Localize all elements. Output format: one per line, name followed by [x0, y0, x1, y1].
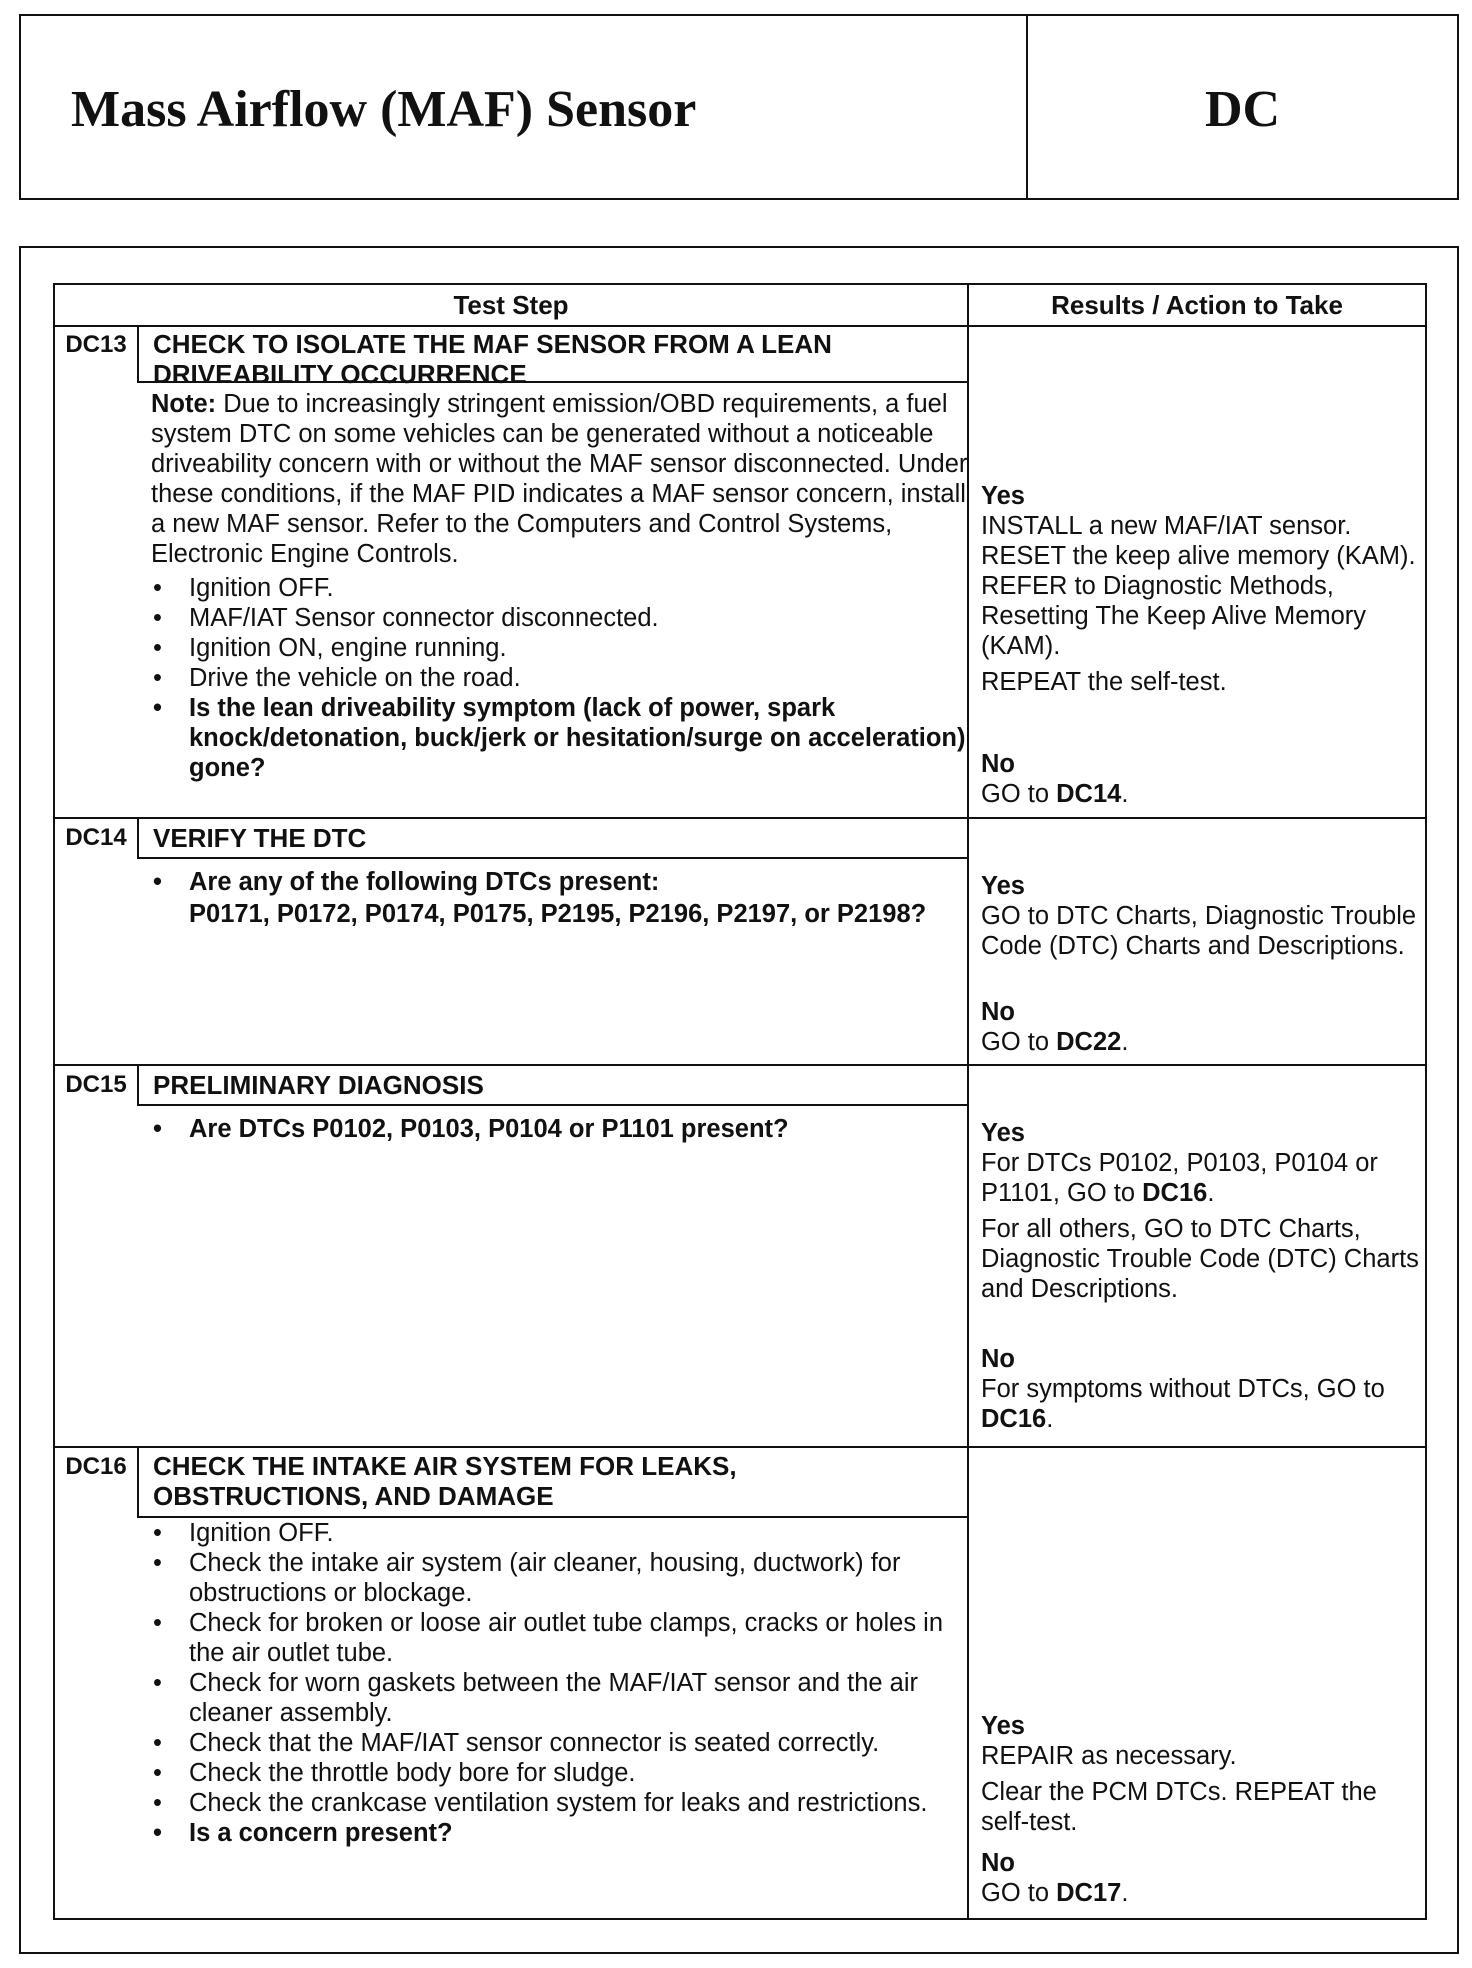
- column-header-test-step: Test Step: [453, 290, 569, 320]
- yes-text: REPEAT the self-test.: [981, 668, 1227, 696]
- step-code: DC14: [65, 824, 127, 851]
- list-item: • MAF/IAT Sensor connector disconnected.: [151, 603, 971, 633]
- page-header: [19, 14, 1459, 200]
- yes-text: Clear the PCM DTCs. REPEAT the self-test.: [981, 1778, 1377, 1836]
- column-header-results: Results / Action to Take: [1051, 290, 1343, 320]
- step-question: • Is a concern present?: [151, 1818, 971, 1848]
- step-body: [151, 863, 971, 929]
- yes-label: Yes: [981, 1712, 1025, 1740]
- no-text: For symptoms without DTCs, GO to: [981, 1375, 1385, 1403]
- yes-label: Yes: [981, 1119, 1025, 1147]
- result-yes: [981, 871, 1421, 961]
- step-title: VERIFY THE DTC: [153, 823, 367, 853]
- code-divider: [137, 1446, 139, 1516]
- dtc-list: P0171, P0172, P0174, P0175, P2195, P2196, P2197, or P2198?: [189, 900, 927, 928]
- code-divider: [137, 325, 139, 381]
- no-target: DC14: [1056, 780, 1122, 808]
- list-item: • Check for worn gaskets between the MAF/IAT sensor and the air cleaner assembly.: [151, 1668, 971, 1728]
- yes-text: REPAIR as necessary.: [981, 1742, 1237, 1770]
- list-item: • Ignition OFF.: [151, 1518, 971, 1548]
- no-label: No: [981, 1345, 1015, 1373]
- code-divider: [137, 817, 139, 857]
- result-no: No GO to DC17.: [981, 1848, 1421, 1908]
- no-target: DC22: [1056, 1028, 1122, 1056]
- result-no: No For symptoms without DTCs, GO to DC16.: [981, 1344, 1421, 1434]
- list-item: • Check for broken or loose air outlet tube clamps, cracks or holes in the air outlet tube.: [151, 1608, 971, 1668]
- content-frame: [19, 246, 1459, 1954]
- result-yes: [981, 1711, 1421, 1837]
- step-title: PRELIMINARY DIAGNOSIS: [153, 1070, 484, 1100]
- step-code: DC13: [65, 331, 127, 358]
- page-title: Mass Airflow (MAF) Sensor: [71, 81, 697, 138]
- list-item: • Drive the vehicle on the road.: [151, 663, 971, 693]
- yes-text: GO to DTC Charts, Diagnostic Trouble Code (DTC) Charts and Descriptions.: [981, 902, 1417, 960]
- result-no: No GO to DC14.: [981, 749, 1421, 809]
- no-label: No: [981, 998, 1015, 1026]
- step-body: [151, 389, 971, 783]
- row-separator: [55, 1064, 1425, 1066]
- yes-target: DC16: [1142, 1179, 1208, 1207]
- list-item: • Check the crankcase ventilation system for leaks and restrictions.: [151, 1788, 971, 1818]
- step-question: • Are DTCs P0102, P0103, P0104 or P1101 present?: [151, 1114, 971, 1144]
- list-item: • Ignition OFF.: [151, 573, 971, 603]
- code-divider: [137, 1064, 139, 1104]
- no-label: No: [981, 750, 1015, 778]
- yes-label: Yes: [981, 482, 1025, 510]
- list-item: • Ignition ON, engine running.: [151, 633, 971, 663]
- yes-text: For DTCs P0102, P0103, P0104 or P1101, GO to: [981, 1149, 1378, 1207]
- no-target: DC16: [981, 1405, 1047, 1433]
- list-item: • Check the throttle body bore for sludge.: [151, 1758, 971, 1788]
- yes-text: INSTALL a new MAF/IAT sensor. RESET the keep alive memory (KAM). REFER to Diagnostic Methods, Resetting The Keep Alive Memory (KAM).: [981, 512, 1416, 660]
- step-code: DC16: [65, 1453, 127, 1480]
- yes-label: Yes: [981, 872, 1025, 900]
- step-code: DC15: [65, 1071, 127, 1098]
- step-title: CHECK THE INTAKE AIR SYSTEM FOR LEAKS, OBSTRUCTIONS, AND DAMAGE: [153, 1451, 737, 1511]
- no-label: No: [981, 1849, 1015, 1877]
- header-row-line: [55, 325, 1425, 327]
- result-no: No GO to DC22.: [981, 997, 1421, 1057]
- step-question: • Are any of the following DTCs present:: [151, 867, 971, 897]
- step-body: [151, 1518, 971, 1848]
- result-yes: Yes For DTCs P0102, P0103, P0104 or P1101, GO to DC16. For all others, GO to DTC Charts, Diagnostic Trouble Code (DTC) Charts and Descriptions.: [981, 1118, 1421, 1304]
- list-item: • Check that the MAF/IAT sensor connector is seated correctly.: [151, 1728, 971, 1758]
- row-separator: [55, 1446, 1425, 1448]
- no-text: GO to: [981, 780, 1050, 808]
- list-item: • Check the intake air system (air cleaner, housing, ductwork) for obstructions or blockage.: [151, 1548, 971, 1608]
- step-title: CHECK TO ISOLATE THE MAF SENSOR FROM A LEAN DRIVEABILITY OCCURRENCE: [153, 329, 832, 389]
- no-text: GO to: [981, 1879, 1050, 1907]
- note-text: Due to increasingly stringent emission/OBD requirements, a fuel system DTC on some vehicles can be generated without a noticeable driveability concern with or without the MAF sensor disconnected. Under these conditions, if the MAF PID indicates a MAF sensor concern, install a new MAF sensor. Refer to the Computers and Control Systems, Electronic Engine Controls.: [151, 390, 968, 568]
- result-yes: [981, 481, 1421, 697]
- no-target: DC17: [1056, 1879, 1122, 1907]
- step-question: • Is the lean driveability symptom (lack of power, spark knock/detonation, buck/jerk or hesitation/surge on acceleration) gone?: [151, 693, 971, 783]
- title-underline: [137, 857, 967, 859]
- section-code: DC: [1204, 81, 1281, 138]
- step-body: [151, 1110, 971, 1144]
- no-text: GO to: [981, 1028, 1050, 1056]
- yes-text: For all others, GO to DTC Charts, Diagnostic Trouble Code (DTC) Charts and Descriptions.: [981, 1215, 1419, 1303]
- test-step-table: [53, 283, 1427, 1920]
- row-separator: [55, 817, 1425, 819]
- note-label: Note:: [151, 390, 217, 418]
- title-underline: [137, 1104, 967, 1106]
